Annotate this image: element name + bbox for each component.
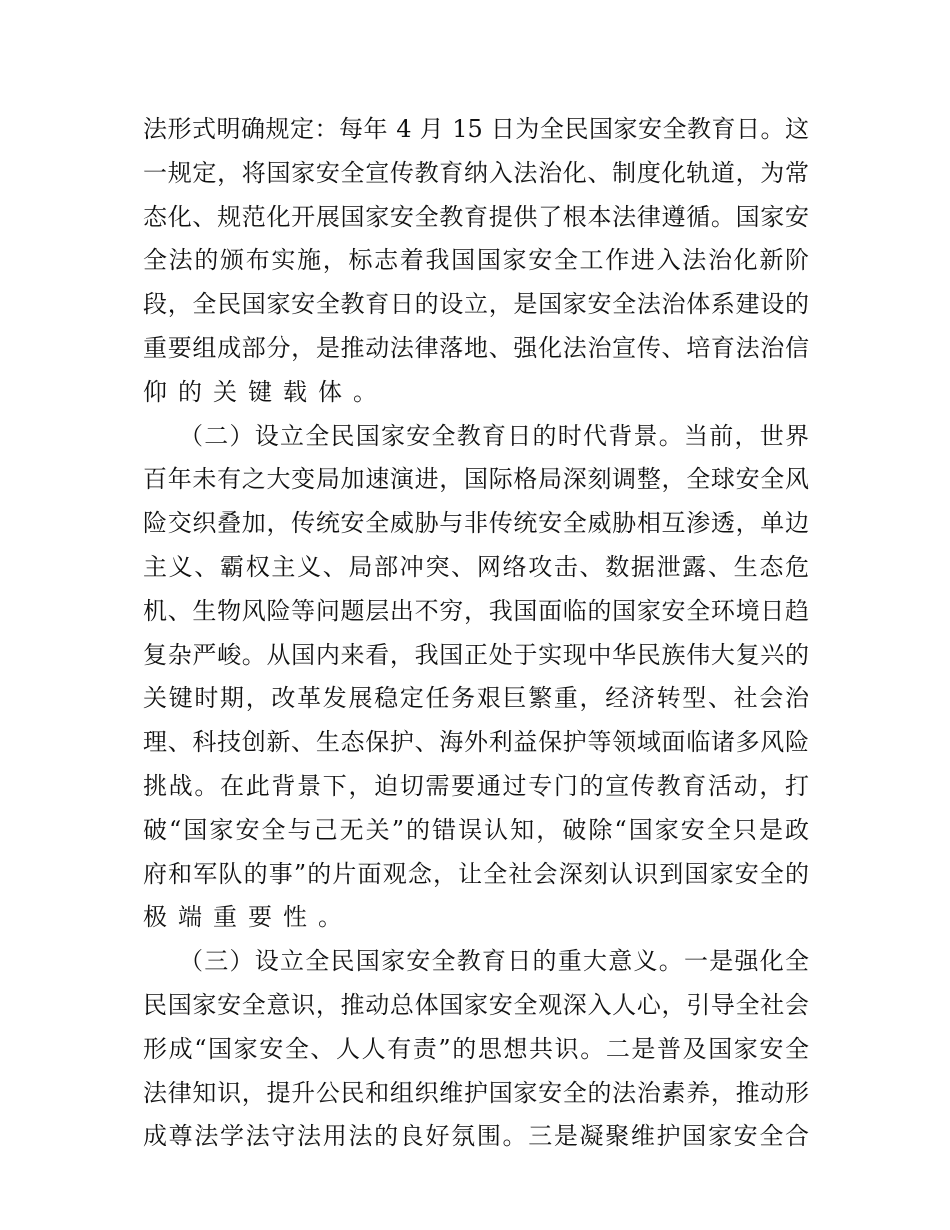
- paragraph: [143, 415, 809, 941]
- text-line: 民国家安全意识，推动总体国家安全观深入人心，引导全社会: [143, 990, 809, 1019]
- text-line: 关键时期，改革发展稳定任务艰巨繁重，经济转型、社会治: [143, 684, 809, 713]
- text-line: （二）设立全民国家安全教育日的时代背景。当前，世界: [179, 421, 809, 450]
- text-line: （三）设立全民国家安全教育日的重大意义。一是强化全: [179, 947, 809, 976]
- text-line: 成尊法学法守法用法的良好氛围。三是凝聚维护国家安全合: [143, 1122, 809, 1151]
- text-line: 挑战。在此背景下，迫切需要通过专门的宣传教育活动，打: [143, 771, 809, 800]
- text-line: 机、生物风险等问题层出不穷，我国面临的国家安全环境日趋: [143, 596, 809, 625]
- text-line: 主义、霸权主义、局部冲突、网络攻击、数据泄露、生态危: [143, 552, 809, 581]
- text-line: 形成“国家安全、人人有责”的思想共识。二是普及国家安全: [143, 1034, 809, 1063]
- text-line: 复杂严峻。从国内来看，我国正处于实现中华民族伟大复兴的: [143, 640, 809, 669]
- text-line: 府和军队的事”的片面观念，让全社会深刻认识到国家安全的: [143, 859, 809, 888]
- text-line: 破“国家安全与己无关”的错误认知，破除“国家安全只是政: [143, 815, 809, 844]
- text-line: 段，全民国家安全教育日的设立，是国家安全法治体系建设的: [143, 290, 809, 319]
- paragraph: [143, 108, 809, 415]
- paragraph: [143, 940, 809, 1159]
- text-line: 理、科技创新、生态保护、海外利益保护等领域面临诸多风险: [143, 728, 809, 757]
- text-line: 全法的颁布实施，标志着我国国家安全工作进入法治化新阶: [143, 246, 809, 275]
- text-line: 一规定，将国家安全宣传教育纳入法治化、制度化轨道，为常: [143, 158, 809, 187]
- text-line: 法形式明确规定：每年 4 月 15 日为全民国家安全教育日。这: [143, 115, 809, 143]
- text-line: 百年未有之大变局加速演进，国际格局深刻调整，全球安全风: [143, 465, 809, 494]
- text-line: 险交织叠加，传统安全威胁与非传统安全威胁相互渗透，单边: [143, 509, 809, 538]
- text-line: 态化、规范化开展国家安全教育提供了根本法律遵循。国家安: [143, 202, 809, 231]
- text-line: 重要组成部分，是推动法律落地、强化法治宣传、培育法治信: [143, 333, 809, 362]
- text-line: 仰的关键载体。: [143, 377, 388, 406]
- text-line: 极端重要性。: [143, 903, 353, 932]
- document-page: [143, 108, 809, 1159]
- text-line: 法律知识，提升公民和组织维护国家安全的法治素养，推动形: [143, 1078, 809, 1107]
